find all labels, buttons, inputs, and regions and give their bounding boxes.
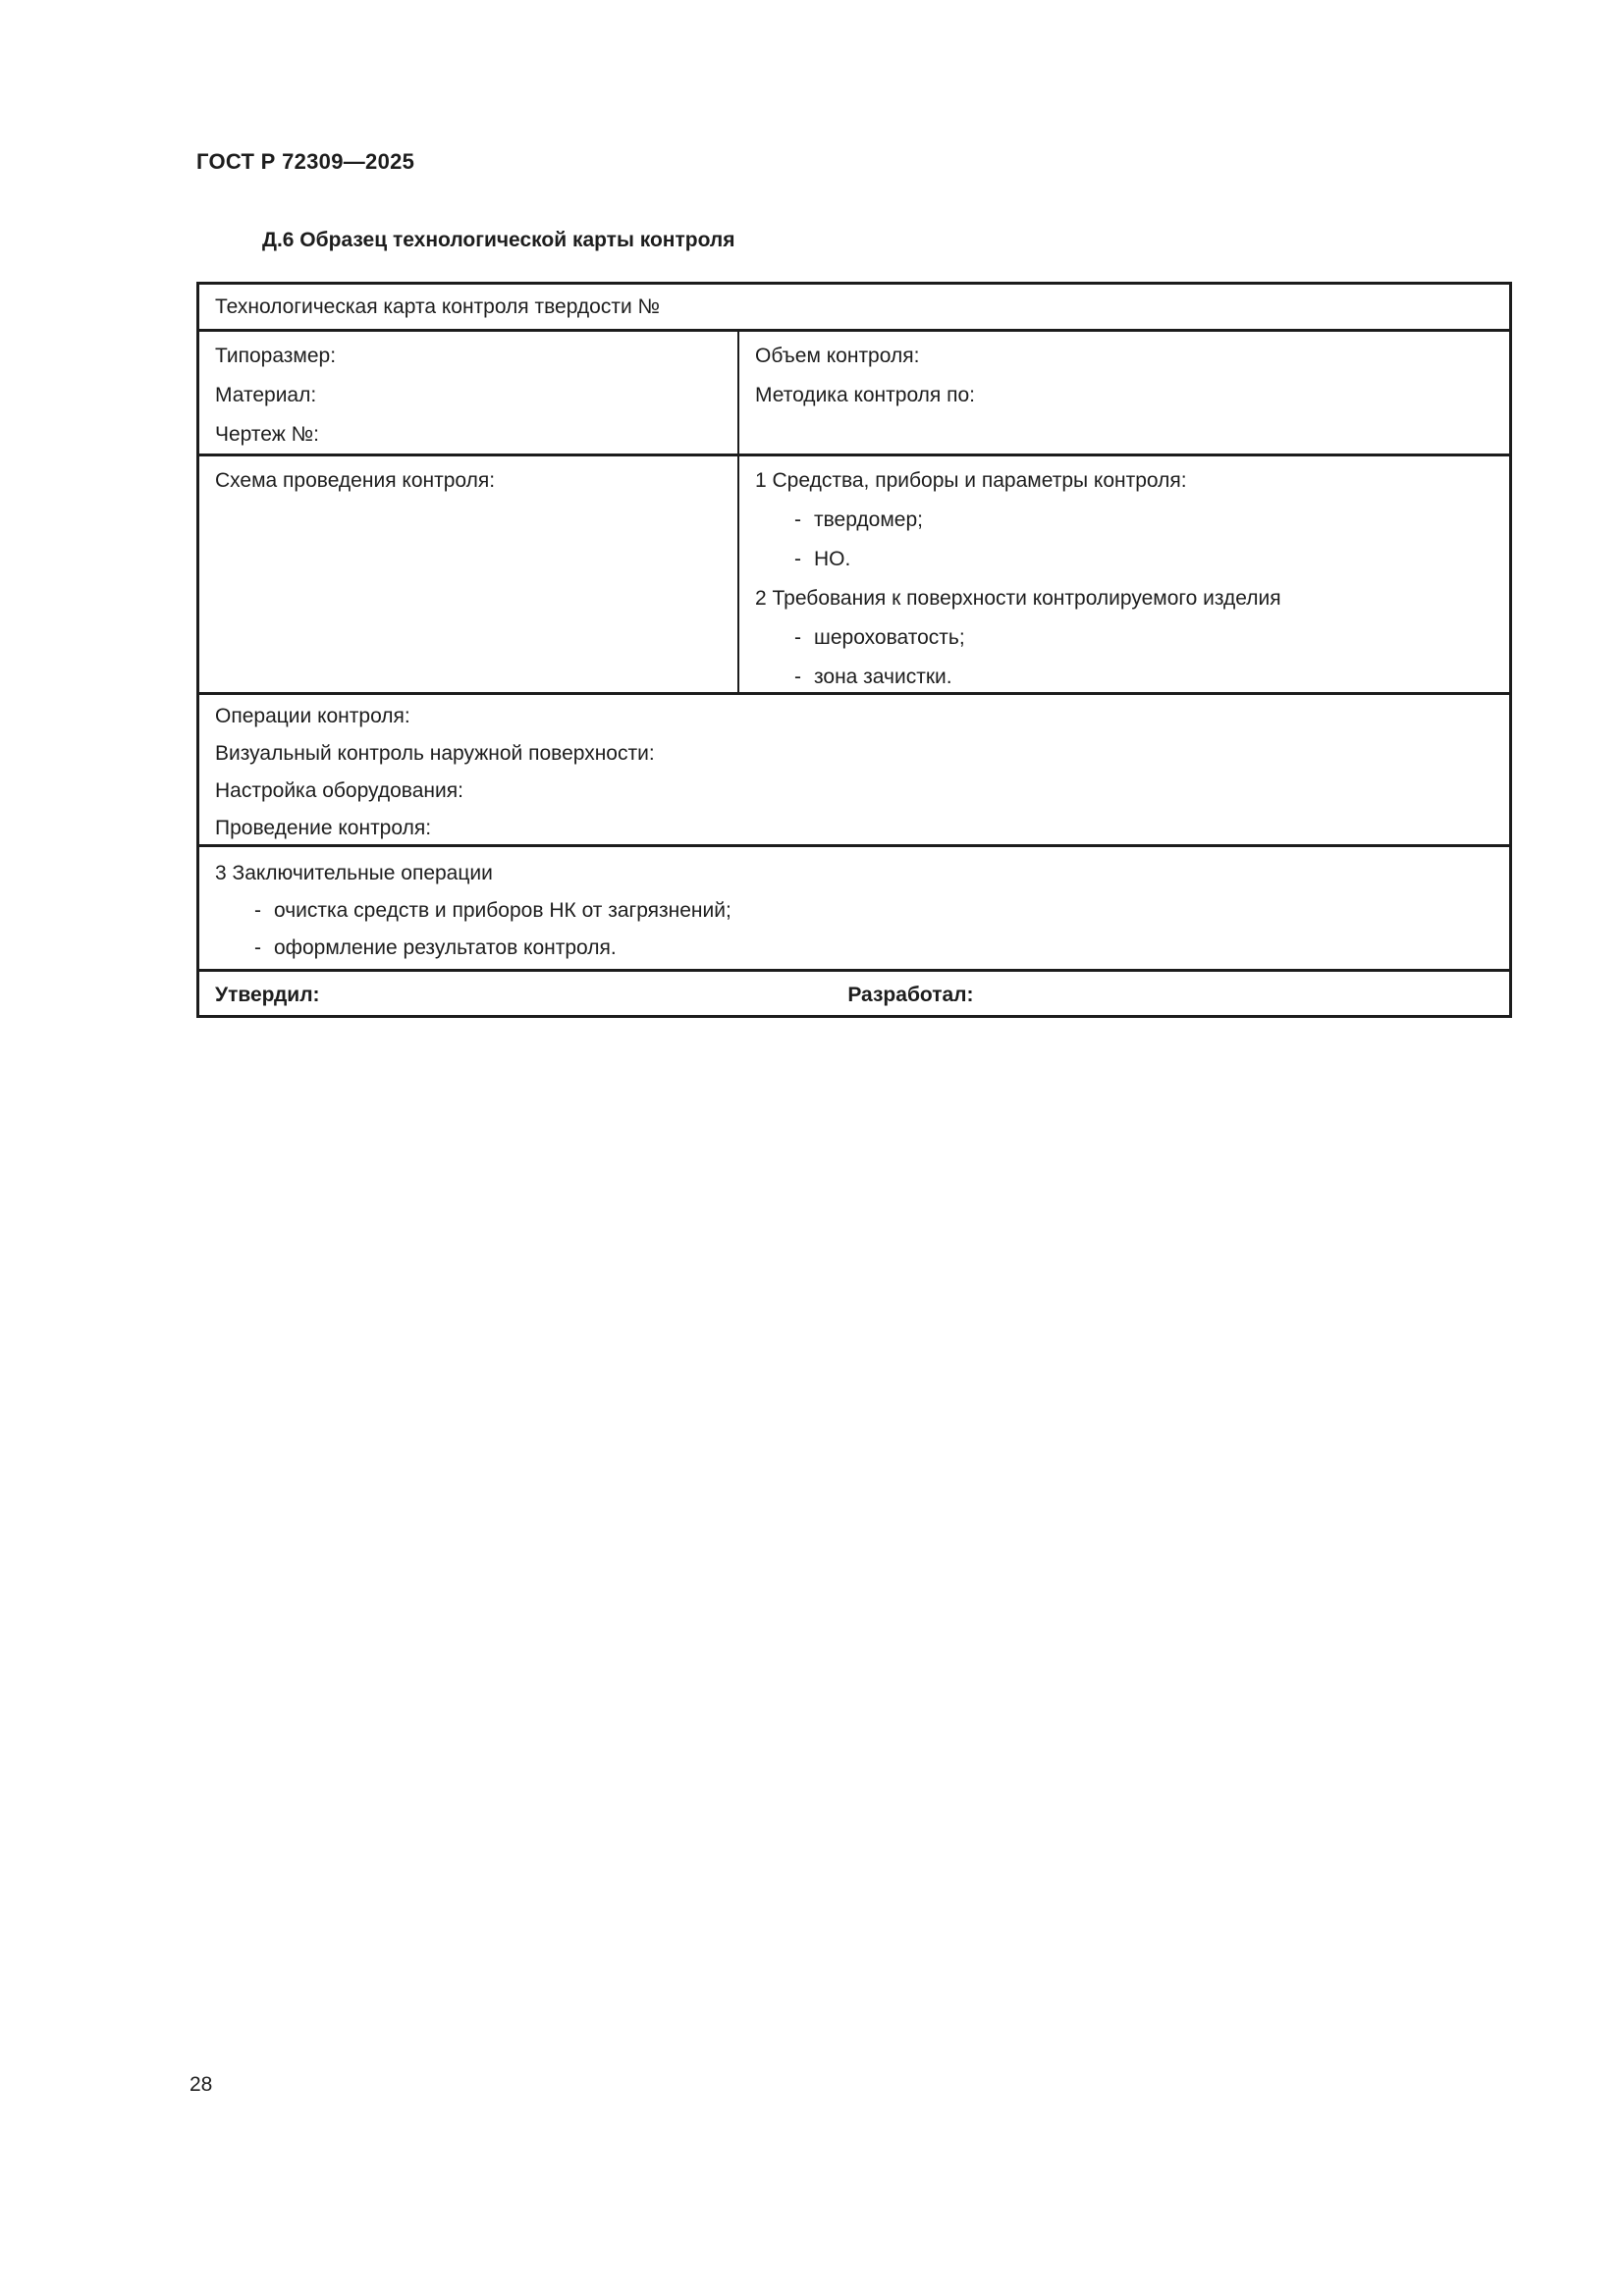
section-heading: Д.6 Образец технологической карты контроля (262, 229, 735, 251)
means-heading: 1 Средства, приборы и параметры контроля: (755, 469, 1187, 492)
surface-requirements-heading: 2 Требования к поверхности контролируемого изделия (755, 587, 1281, 610)
table-row-scheme (199, 454, 1509, 692)
table-row-final-operations (199, 844, 1509, 969)
table-row-operations (199, 692, 1509, 844)
bullet-dash: - (794, 548, 801, 570)
list-item-text: очистка средств и приборов НК от загрязнений; (274, 899, 731, 922)
list-item (755, 501, 1495, 540)
signature-approved-label: Утвердил: (215, 984, 320, 1006)
bullet-dash: - (794, 508, 801, 531)
table-row-specimen (199, 329, 1509, 454)
list-item (755, 618, 1495, 658)
control-process-chart-table (196, 282, 1512, 1018)
doc-code-header: ГОСТ Р 72309—2025 (196, 149, 415, 174)
scheme-right-cell (737, 456, 1509, 692)
table-title: Технологическая карта контроля твердости № (215, 295, 661, 318)
table-row-title (199, 285, 1509, 329)
list-item (755, 540, 1495, 579)
scheme-left-cell (199, 456, 737, 692)
bullet-dash: - (254, 936, 261, 959)
bullet-dash: - (254, 899, 261, 922)
list-item (215, 930, 1495, 967)
operations-line: Настройка оборудования: (215, 779, 463, 802)
operations-line: Операции контроля: (215, 705, 410, 727)
operations-line: Визуальный контроль наружной поверхности: (215, 742, 655, 765)
specimen-right-cell (737, 332, 1509, 454)
field-label-control-scope: Объем контроля: (755, 345, 920, 367)
field-label-drawing-no: Чертеж №: (215, 423, 319, 446)
list-item (755, 658, 1495, 697)
field-label-typesize: Типоразмер: (215, 345, 337, 367)
final-operations-cell (199, 847, 1509, 967)
list-item (215, 892, 1495, 930)
signature-developed-label: Разработал: (847, 984, 974, 1006)
list-item-text: твердомер; (814, 508, 923, 531)
field-label-control-method: Методика контроля по: (755, 384, 976, 406)
final-operations-heading: 3 Заключительные операции (215, 862, 493, 884)
operations-line: Проведение контроля: (215, 817, 432, 839)
list-item-text: НО. (814, 548, 851, 570)
bullet-dash: - (794, 626, 801, 649)
field-label-material: Материал: (215, 384, 317, 406)
list-item-text: шероховатость; (814, 626, 965, 649)
page-number: 28 (189, 2073, 213, 2096)
operations-cell (199, 695, 1509, 847)
field-label-control-scheme: Схема проведения контроля: (215, 469, 496, 492)
table-row-signatures (199, 969, 1509, 1015)
list-item-text: зона зачистки. (814, 666, 952, 688)
bullet-dash: - (794, 666, 801, 688)
specimen-left-cell (199, 332, 737, 454)
list-item-text: оформление результатов контроля. (274, 936, 617, 959)
